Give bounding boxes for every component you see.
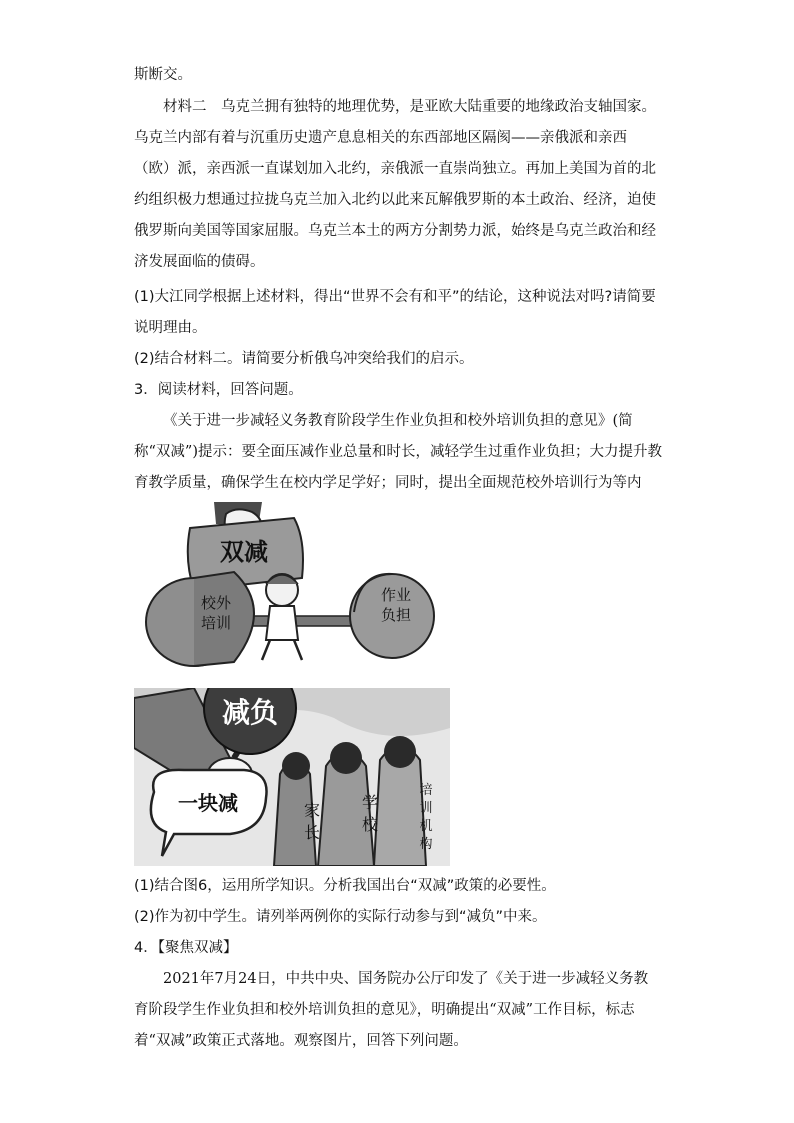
person-label-institution: 培训机构	[419, 783, 433, 852]
material-two-text: 乌克兰拥有独特的地理优势，是亚欧大陆重要的地缘政治支轴国家。乌克兰内部有着与沉重历史遗产息息相关的东西部地区隔阂——亲俄派和亲西（欧）派，亲西派一直谋划加入北约，亲俄派一直崇尚独立。再加上美国为首的北约组织极力想通过拉拢乌克兰加入北约以此来瓦解俄罗斯的本土政治、经济，迫使俄罗斯向美国等国家屈服。乌克兰本土的两方分割势力派，始终是乌克兰政治和经济发展面临的债碍。	[134, 99, 656, 270]
question-3-title: 3．阅读材料，回答问题。	[134, 382, 303, 398]
material-two-label: 材料二	[163, 99, 207, 115]
material-two	[134, 92, 662, 278]
right-weight-label: 作业负担	[380, 586, 412, 624]
sign-label: 减负	[221, 696, 279, 729]
top-weight-label: 双减	[220, 538, 268, 566]
question-3-2: (2)作为初中学生。请列举两例你的实际行动参与到“减负”中来。	[134, 909, 547, 925]
person-label-parent: 家长	[303, 801, 321, 842]
question-4-title: 4．【聚焦双减】	[134, 940, 238, 956]
left-weight-label: 校外培训	[200, 594, 232, 632]
person-label-school: 学校	[361, 793, 379, 834]
question-3-material: 《关于进一步减轻义务教育阶段学生作业负担和校外培训负担的意见》(简称“双减”)提示：要全面压减作业总量和时长，减轻学生过重作业负担；大力提升教育教学质量，确保学生在校内学足学好；同时，提出全面规范校外培训行为等内	[134, 413, 662, 491]
speech-bubble-text: 一块减	[178, 791, 238, 815]
barbell-cartoon	[134, 500, 464, 672]
reduce-burden-cartoon	[134, 688, 450, 866]
paragraph-continuation: 斯断交。	[134, 67, 192, 83]
question-3-1: (1)结合图6，运用所学知识。分析我国出台“双减”政策的必要性。	[134, 878, 556, 894]
question-2-2: (2)结合材料二。请简要分析俄乌冲突给我们的启示。	[134, 351, 474, 367]
question-4-text: 2021年7月24日，中共中央、国务院办公厅印发了《关于进一步减轻义务教育阶段学生作业负担和校外培训负担的意见》，明确提出“双减”工作目标，标志着“双减”政策正式落地。观察图片，回答下列问题。	[134, 971, 649, 1049]
question-2-1: (1)大江同学根据上述材料，得出“世界不会有和平”的结论，这种说法对吗?请简要说明理由。	[134, 289, 656, 336]
